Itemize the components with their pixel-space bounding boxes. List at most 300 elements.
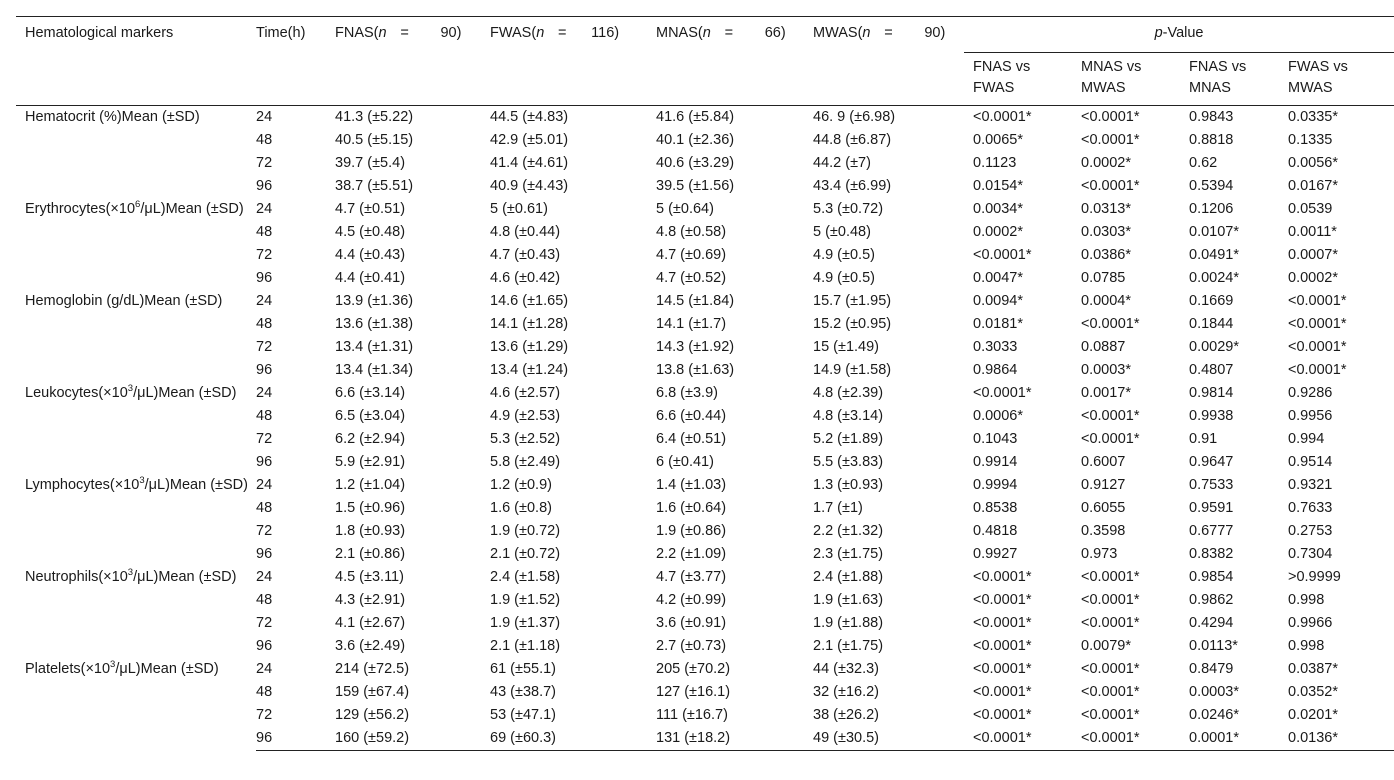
table-row — [16, 382, 1394, 405]
pvalue-cell: <0.0001* — [973, 592, 1032, 608]
table-body — [16, 106, 1394, 751]
mean-sd-cell: 14.9 (±1.58) — [813, 362, 892, 378]
time-cell: 72 — [256, 523, 273, 539]
pvalue-cell: 0.8538 — [973, 500, 1018, 516]
mean-sd-cell: 38.7 (±5.51) — [335, 178, 414, 194]
mean-sd-cell: 13.4 (±1.34) — [335, 362, 414, 378]
mean-sd-cell: 159 (±67.4) — [335, 684, 410, 700]
mean-sd-cell: 1.6 (±0.64) — [656, 500, 727, 516]
pvalue-cell: 0.0002* — [973, 224, 1023, 240]
time-cell: 24 — [256, 661, 273, 677]
pvalue-cell: 0.9927 — [973, 546, 1018, 562]
mean-sd-cell: 6.8 (±3.9) — [656, 385, 718, 401]
header-group-mwas: MWAS(n = 90) — [813, 17, 964, 106]
marker-exponent: 3 — [110, 659, 116, 671]
n-symbol: n — [536, 25, 545, 41]
mean-sd-cell: 4.7 (±3.77) — [656, 569, 727, 585]
mean-sd-cell: 3.6 (±2.49) — [335, 638, 406, 654]
pvalue-cell: 0.4807 — [1189, 362, 1234, 378]
mean-sd-cell: 5.2 (±1.89) — [813, 431, 884, 447]
pvalue-cell: 0.0056* — [1288, 155, 1338, 171]
pvalue-cell: <0.0001* — [1081, 684, 1140, 700]
mean-sd-cell: 214 (±72.5) — [335, 661, 410, 677]
pvalue-cell: 0.4818 — [973, 523, 1018, 539]
mean-sd-cell: 1.2 (±0.9) — [490, 477, 552, 493]
mean-sd-cell: 40.6 (±3.29) — [656, 155, 735, 171]
mean-sd-cell: 4.8 (±2.39) — [813, 385, 884, 401]
marker-label: $Neutrophils(\times 10^3/\mu L)Mean$ (±SD) — [25, 567, 237, 585]
pvalue-cell: 0.3598 — [1081, 523, 1126, 539]
pvalue-cell: 0.2753 — [1288, 523, 1333, 539]
mean-sd-cell: 205 (±70.2) — [656, 661, 731, 677]
pvalue-cell: 0.0303* — [1081, 224, 1131, 240]
mean-sd-cell: 5.3 (±2.52) — [490, 431, 561, 447]
group-n: 116 — [591, 25, 615, 41]
mean-sd-cell: 4.4 (±0.41) — [335, 270, 406, 286]
mean-sd-cell: 4.7 (±0.51) — [335, 201, 406, 217]
mean-sd-cell: 5 (±0.64) — [656, 201, 714, 217]
n-symbol: n — [862, 25, 871, 41]
time-cell: 72 — [256, 339, 273, 355]
pvalue-cell: 0.0352* — [1288, 684, 1338, 700]
marker-label: $Lymphocytes(\times 10^3/\mu L)Mean$ (±SD) — [25, 475, 248, 493]
mean-sd-cell: 13.6 (±1.38) — [335, 316, 414, 332]
mean-sd-cell: 4.6 (±2.57) — [490, 385, 561, 401]
pvalue-cell: 0.9938 — [1189, 408, 1234, 424]
pvalue-cell: <0.0001* — [1288, 293, 1347, 309]
pvalue-cell: 0.0004* — [1081, 293, 1131, 309]
time-cell: 96 — [256, 638, 273, 654]
pvalue-cell: 0.0181* — [973, 316, 1023, 332]
pvalue-cell: 0.4294 — [1189, 615, 1234, 631]
mean-sd-cell: 4.5 (±0.48) — [335, 224, 406, 240]
pvalue-cell: 0.9321 — [1288, 477, 1333, 493]
pvalue-cell: 0.6777 — [1189, 523, 1234, 539]
group-name: MWAS — [813, 25, 858, 41]
mean-sd-cell: 6 (±0.41) — [656, 454, 714, 470]
pvalue-suffix: -Value — [1162, 25, 1204, 41]
pvalue-cell: 0.0006* — [973, 408, 1023, 424]
mean-sd-cell: 13.8 (±1.63) — [656, 362, 735, 378]
mean-sd-cell: 39.5 (±1.56) — [656, 178, 735, 194]
mean-sd-cell: 2.2 (±1.32) — [813, 523, 884, 539]
mean-sd-cell: 4.4 (±0.43) — [335, 247, 406, 263]
mean-sd-cell: 44 (±32.3) — [813, 661, 879, 677]
mean-sd-cell: 4.6 (±0.42) — [490, 270, 561, 286]
time-cell: 72 — [256, 431, 273, 447]
table-row — [16, 290, 1394, 313]
pvalue-cell: 0.0029* — [1189, 339, 1239, 355]
mean-sd-cell: 40.9 (±4.43) — [490, 178, 569, 194]
pvalue-cell: 0.0011* — [1288, 224, 1337, 240]
mean-sd-cell: 6.6 (±3.14) — [335, 385, 406, 401]
mean-sd-cell: 14.1 (±1.28) — [490, 316, 569, 332]
mean-sd-cell: 6.5 (±3.04) — [335, 408, 406, 424]
mean-sd-cell: 43.4 (±6.99) — [813, 178, 892, 194]
pvalue-cell: 0.0335* — [1288, 109, 1338, 125]
pvalue-cell: <0.0001* — [1081, 109, 1140, 125]
pvalue-cell: <0.0001* — [1288, 316, 1347, 332]
pvalue-cell: <0.0001* — [1081, 615, 1140, 631]
mean-sd-cell: 40.1 (±2.36) — [656, 132, 735, 148]
mean-sd-cell: 49 (±30.5) — [813, 727, 964, 751]
pvalue-cell: 0.0313* — [1081, 201, 1131, 217]
time-cell: 72 — [256, 247, 273, 263]
equals-sign: = — [400, 25, 409, 41]
time-cell: 24 — [256, 477, 273, 493]
table-row — [16, 566, 1394, 589]
equals-sign: = — [724, 25, 734, 41]
pvalue-cell: 0.9854 — [1189, 569, 1234, 585]
pvalue-cell: 0.0785 — [1081, 270, 1126, 286]
pvalue-cell: <0.0001* — [1288, 339, 1347, 355]
mean-sd-cell: 4.8 (±0.58) — [656, 224, 727, 240]
mean-sd-cell: 129 (±56.2) — [335, 707, 410, 723]
pvalue-cell: 0.9514 — [1288, 454, 1333, 470]
time-cell: 96 — [256, 454, 273, 470]
mean-sd-cell: 39.7 (±5.4) — [335, 155, 406, 171]
pvalue-cell: 0.0887 — [1081, 339, 1126, 355]
pvalue-cell: 0.0136* — [1279, 727, 1394, 751]
group-n: 66 — [764, 25, 781, 41]
mean-sd-cell: 14.6 (±1.65) — [490, 293, 569, 309]
mean-sd-cell: 127 (±16.1) — [656, 684, 731, 700]
pvalue-cell: <0.0001* — [973, 615, 1032, 631]
pvalue-cell: <0.0001* — [973, 638, 1032, 654]
pvalue-cell: 0.8818 — [1189, 132, 1234, 148]
mean-sd-cell: 5.5 (±3.83) — [813, 454, 884, 470]
mean-sd-cell: 32 (±16.2) — [813, 684, 879, 700]
group-name: FNAS — [335, 25, 374, 41]
mean-sd-cell: 14.3 (±1.92) — [656, 339, 735, 355]
time-cell: 48 — [256, 316, 273, 332]
pvalue-cell: 0.0024* — [1189, 270, 1239, 286]
n-symbol: n — [378, 25, 387, 41]
comparison-fwas-mwas: FWAS vs MWAS — [1288, 59, 1348, 96]
mean-sd-cell: 4.9 (±0.5) — [813, 270, 875, 286]
mean-sd-cell: 4.1 (±2.67) — [335, 615, 406, 631]
time-cell: 48 — [256, 408, 273, 424]
pvalue-cell: <0.0001* — [964, 727, 1072, 751]
pvalue-cell: 0.0154* — [973, 178, 1023, 194]
mean-sd-cell: 53 (±47.1) — [490, 707, 556, 723]
mean-sd-cell: 44.8 (±6.87) — [813, 132, 892, 148]
n-symbol: n — [702, 25, 711, 41]
pvalue-cell: 0.0107* — [1189, 224, 1239, 240]
pvalue-cell: 0.0167* — [1288, 178, 1338, 194]
pvalue-cell: 0.5394 — [1189, 178, 1234, 194]
mean-sd-cell: 5.9 (±2.91) — [335, 454, 406, 470]
pvalue-cell: <0.0001* — [973, 385, 1032, 401]
mean-sd-cell: 42.9 (±5.01) — [490, 132, 569, 148]
mean-sd-cell: 61 (±55.1) — [490, 661, 556, 677]
mean-sd-cell: 3.6 (±0.91) — [656, 615, 727, 631]
mean-sd-cell: 2.1 (±1.75) — [813, 638, 884, 654]
mean-sd-cell: 1.9 (±1.37) — [490, 615, 561, 631]
mean-sd-cell: 6.6 (±0.44) — [656, 408, 727, 424]
mean-sd-cell: 40.5 (±5.15) — [335, 132, 414, 148]
table-row — [16, 658, 1394, 681]
pvalue-cell: 0.6055 — [1081, 500, 1126, 516]
equals-sign: = — [558, 25, 567, 41]
mean-sd-cell: 4.7 (±0.69) — [656, 247, 727, 263]
marker-exponent: 6 — [135, 199, 141, 211]
pvalue-cell: 0.0079* — [1081, 638, 1131, 654]
time-cell: 96 — [256, 727, 335, 751]
mean-sd-cell: 1.8 (±0.93) — [335, 523, 406, 539]
pvalue-cell: 0.0003* — [1081, 362, 1131, 378]
pvalue-cell: <0.0001* — [973, 109, 1032, 125]
time-cell: 24 — [256, 201, 273, 217]
equals-sign: = — [884, 25, 893, 41]
pvalue-cell: 0.0065* — [973, 132, 1023, 148]
table-row — [16, 474, 1394, 497]
pvalue-cell: 0.91 — [1189, 431, 1218, 447]
comparison-fnas-fwas: FNAS vs FWAS — [973, 59, 1031, 96]
pvalue-cell: 0.1123 — [973, 155, 1017, 171]
pvalue-cell: <0.0001* — [973, 247, 1032, 263]
mean-sd-cell: 160 (±59.2) — [335, 727, 490, 751]
mean-sd-cell: 4.2 (±0.99) — [656, 592, 727, 608]
mean-sd-cell: 2.1 (±0.86) — [335, 546, 406, 562]
time-cell: 72 — [256, 707, 273, 723]
pvalue-cell: 0.0201* — [1288, 707, 1338, 723]
time-cell: 48 — [256, 132, 273, 148]
pvalue-cell: 0.0094* — [973, 293, 1023, 309]
pvalue-cell: 0.9843 — [1189, 109, 1234, 125]
time-cell: 48 — [256, 500, 273, 516]
mean-sd-cell: 4.7 (±0.43) — [490, 247, 561, 263]
marker-label: $Leukocytes(\times 10^3/\mu L)Mean$ (±SD) — [25, 383, 237, 401]
pvalue-cell: 0.0047* — [973, 270, 1023, 286]
mean-sd-cell: 44.2 (±7) — [813, 155, 871, 171]
mean-sd-cell: 13.9 (±1.36) — [335, 293, 414, 309]
pvalue-cell: <0.0001* — [1081, 316, 1140, 332]
header-group-fwas: FWAS(n = 116) — [490, 17, 656, 106]
pvalue-cell: 0.9994 — [973, 477, 1018, 493]
mean-sd-cell: 1.9 (±1.63) — [813, 592, 884, 608]
pvalue-cell: 0.0386* — [1081, 247, 1131, 263]
header-pvalue — [964, 17, 1394, 53]
header-markers: Hematological markers — [25, 25, 174, 41]
marker-exponent: 3 — [139, 475, 145, 487]
pvalue-cell: <0.0001* — [1081, 569, 1140, 585]
table-row — [16, 198, 1394, 221]
pvalue-cell: 0.9647 — [1189, 454, 1234, 470]
pvalue-cell: 0.0002* — [1081, 155, 1131, 171]
group-name: FWAS — [490, 25, 532, 41]
mean-sd-cell: 4.5 (±3.11) — [335, 569, 404, 585]
marker-exponent: 3 — [127, 567, 134, 579]
marker-label: Hematocrit (%)Mean (±SD) — [25, 109, 200, 125]
pvalue-cell: 0.0034* — [973, 201, 1023, 217]
pvalue-cell: 0.0246* — [1189, 707, 1239, 723]
pvalue-cell: 0.0539 — [1288, 201, 1333, 217]
pvalue-cell: 0.9127 — [1081, 477, 1126, 493]
pvalue-cell: 0.0113* — [1189, 638, 1238, 654]
mean-sd-cell: 5 (±0.48) — [813, 224, 871, 240]
pvalue-cell: 0.1206 — [1189, 201, 1234, 217]
header-row — [16, 17, 1394, 53]
comparison-mnas-mwas: MNAS vs MWAS — [1081, 59, 1142, 96]
mean-sd-cell: 1.2 (±1.04) — [335, 477, 406, 493]
mean-sd-cell: 2.2 (±1.09) — [656, 546, 727, 562]
mean-sd-cell: 38 (±26.2) — [813, 707, 879, 723]
pvalue-cell: 0.0017* — [1081, 385, 1131, 401]
pvalue-cell: 0.9966 — [1288, 615, 1333, 631]
time-cell: 24 — [256, 293, 273, 309]
group-name: MNAS — [656, 25, 698, 41]
pvalue-cell: 0.1043 — [973, 431, 1018, 447]
mean-sd-cell: 14.1 (±1.7) — [656, 316, 727, 332]
mean-sd-cell: 1.9 (±0.72) — [490, 523, 561, 539]
mean-sd-cell: 1.9 (±0.86) — [656, 523, 727, 539]
pvalue-cell: 0.8479 — [1189, 661, 1234, 677]
mean-sd-cell: 2.4 (±1.58) — [490, 569, 561, 585]
mean-sd-cell: 2.4 (±1.88) — [813, 569, 884, 585]
mean-sd-cell: 1.4 (±1.03) — [656, 477, 727, 493]
time-cell: 48 — [256, 684, 273, 700]
time-cell: 72 — [256, 615, 273, 631]
time-cell: 96 — [256, 270, 273, 286]
pvalue-p: p — [1154, 25, 1163, 41]
mean-sd-cell: 41.6 (±5.84) — [656, 109, 735, 125]
header-group-mnas: MNAS(n = 66) — [656, 17, 813, 106]
pvalue-cell: 0.3033 — [973, 339, 1018, 355]
mean-sd-cell: 4.9 (±0.5) — [813, 247, 875, 263]
marker-label: Hemoglobin (g/dL)Mean (±SD) — [25, 293, 223, 309]
mean-sd-cell: 69 (±60.3) — [490, 727, 656, 751]
header-time: Time(h) — [256, 25, 306, 41]
pvalue-cell: <0.0001* — [1081, 178, 1140, 194]
comparison-fnas-mnas: FNAS vs MNAS — [1189, 59, 1247, 96]
marker-exponent: 3 — [127, 383, 134, 395]
pvalue-cell: 0.1335 — [1288, 132, 1333, 148]
time-cell: 96 — [256, 362, 273, 378]
marker-label: $Platelets(\times 10^3/\mu L)Mean$ (±SD) — [25, 659, 219, 677]
mean-sd-cell: 41.4 (±4.61) — [490, 155, 569, 171]
pvalue-cell: <0.0001* — [1072, 727, 1180, 751]
pvalue-cell: 0.998 — [1288, 638, 1325, 654]
pvalue-cell: <0.0001* — [1081, 132, 1140, 148]
mean-sd-cell: 44.5 (±4.83) — [490, 109, 569, 125]
pvalue-cell: 0.62 — [1189, 155, 1218, 171]
time-cell: 48 — [256, 224, 273, 240]
mean-sd-cell: 13.4 (±1.31) — [335, 339, 414, 355]
time-cell: 48 — [256, 592, 273, 608]
pvalue-cell: 0.9914 — [973, 454, 1018, 470]
pvalue-cell: <0.0001* — [973, 661, 1032, 677]
mean-sd-cell: 5 (±0.61) — [490, 201, 548, 217]
mean-sd-cell: 1.6 (±0.8) — [490, 500, 552, 516]
pvalue-cell: <0.0001* — [1081, 707, 1140, 723]
mean-sd-cell: 5.3 (±0.72) — [813, 201, 884, 217]
mean-sd-cell: 13.4 (±1.24) — [490, 362, 569, 378]
pvalue-cell: <0.0001* — [1081, 431, 1140, 447]
mean-sd-cell: 4.7 (±0.52) — [656, 270, 727, 286]
table-row — [16, 106, 1394, 130]
pvalue-cell: 0.7633 — [1288, 500, 1333, 516]
pvalue-cell: 0.998 — [1288, 592, 1325, 608]
pvalue-cell: 0.9956 — [1288, 408, 1333, 424]
marker-label: $Erythrocytes(\times 10^6/\mu L)Mean$ (±SD) — [25, 199, 244, 217]
mean-sd-cell: 111 (±16.7) — [656, 707, 728, 723]
mean-sd-cell: 2.1 (±0.72) — [490, 546, 561, 562]
mean-sd-cell: 1.5 (±0.96) — [335, 500, 406, 516]
pvalue-cell: 0.0491* — [1189, 247, 1239, 263]
pvalue-cell: <0.0001* — [973, 707, 1032, 723]
pvalue-cell: 0.9862 — [1189, 592, 1234, 608]
pvalue-cell: 0.973 — [1081, 546, 1118, 562]
mean-sd-cell: 6.4 (±0.51) — [656, 431, 727, 447]
pvalue-cell: <0.0001* — [1288, 362, 1347, 378]
mean-sd-cell: 2.3 (±1.75) — [813, 546, 884, 562]
pvalue-cell: 0.9591 — [1189, 500, 1234, 516]
pvalue-cell: 0.1844 — [1189, 316, 1234, 332]
mean-sd-cell: 4.9 (±2.53) — [490, 408, 561, 424]
pvalue-cell: 0.994 — [1288, 431, 1325, 447]
pvalue-cell: 0.0007* — [1288, 247, 1338, 263]
mean-sd-cell: 2.7 (±0.73) — [656, 638, 727, 654]
pvalue-cell: 0.6007 — [1081, 454, 1126, 470]
mean-sd-cell: 41.3 (±5.22) — [335, 109, 414, 125]
mean-sd-cell: 131 (±18.2) — [656, 727, 813, 751]
mean-sd-cell: 6.2 (±2.94) — [335, 431, 406, 447]
pvalue-cell: >0.9999 — [1288, 569, 1341, 585]
pvalue-cell: 0.7533 — [1189, 477, 1234, 493]
group-n: 90 — [440, 25, 457, 41]
pvalue-cell: 0.0001* — [1180, 727, 1279, 751]
pvalue-cell: 0.7304 — [1288, 546, 1333, 562]
time-cell: 72 — [256, 155, 273, 171]
mean-sd-cell: 2.1 (±1.18) — [490, 638, 561, 654]
time-cell: 96 — [256, 546, 273, 562]
mean-sd-cell: 1.7 (±1) — [813, 500, 863, 516]
mean-sd-cell: 4.3 (±2.91) — [335, 592, 406, 608]
mean-sd-cell: 1.3 (±0.93) — [813, 477, 884, 493]
mean-sd-cell: 14.5 (±1.84) — [656, 293, 735, 309]
mean-sd-cell: 15.7 (±1.95) — [813, 293, 892, 309]
group-n: 90 — [924, 25, 941, 41]
pvalue-cell: <0.0001* — [1081, 592, 1140, 608]
header-group-fnas: FNAS(n = 90) — [335, 17, 490, 106]
pvalue-cell: 0.9864 — [973, 362, 1018, 378]
pvalue-cell: 0.8382 — [1189, 546, 1234, 562]
mean-sd-cell: 4.8 (±0.44) — [490, 224, 561, 240]
pvalue-cell: 0.0002* — [1288, 270, 1338, 286]
time-cell: 96 — [256, 178, 273, 194]
mean-sd-cell: 15 (±1.49) — [813, 339, 879, 355]
pvalue-cell: 0.0003* — [1189, 684, 1239, 700]
mean-sd-cell: 43 (±38.7) — [490, 684, 556, 700]
pvalue-cell: 0.0387* — [1288, 661, 1338, 677]
mean-sd-cell: 15.2 (±0.95) — [813, 316, 892, 332]
pvalue-cell: 0.1669 — [1189, 293, 1234, 309]
mean-sd-cell: 5.8 (±2.49) — [490, 454, 561, 470]
mean-sd-cell: 1.9 (±1.88) — [813, 615, 884, 631]
mean-sd-cell: 13.6 (±1.29) — [490, 339, 569, 355]
pvalue-cell: <0.0001* — [973, 569, 1032, 585]
hematology-table — [16, 16, 1394, 751]
time-cell: 24 — [256, 385, 273, 401]
pvalue-cell: <0.0001* — [1081, 408, 1140, 424]
mean-sd-cell: 4.8 (±3.14) — [813, 408, 884, 424]
mean-sd-cell: 46. 9 (±6.98) — [813, 109, 896, 125]
pvalue-cell: 0.9286 — [1288, 385, 1333, 401]
pvalue-cell: 0.9814 — [1189, 385, 1234, 401]
time-cell: 24 — [256, 109, 273, 125]
pvalue-cell: <0.0001* — [1081, 661, 1140, 677]
